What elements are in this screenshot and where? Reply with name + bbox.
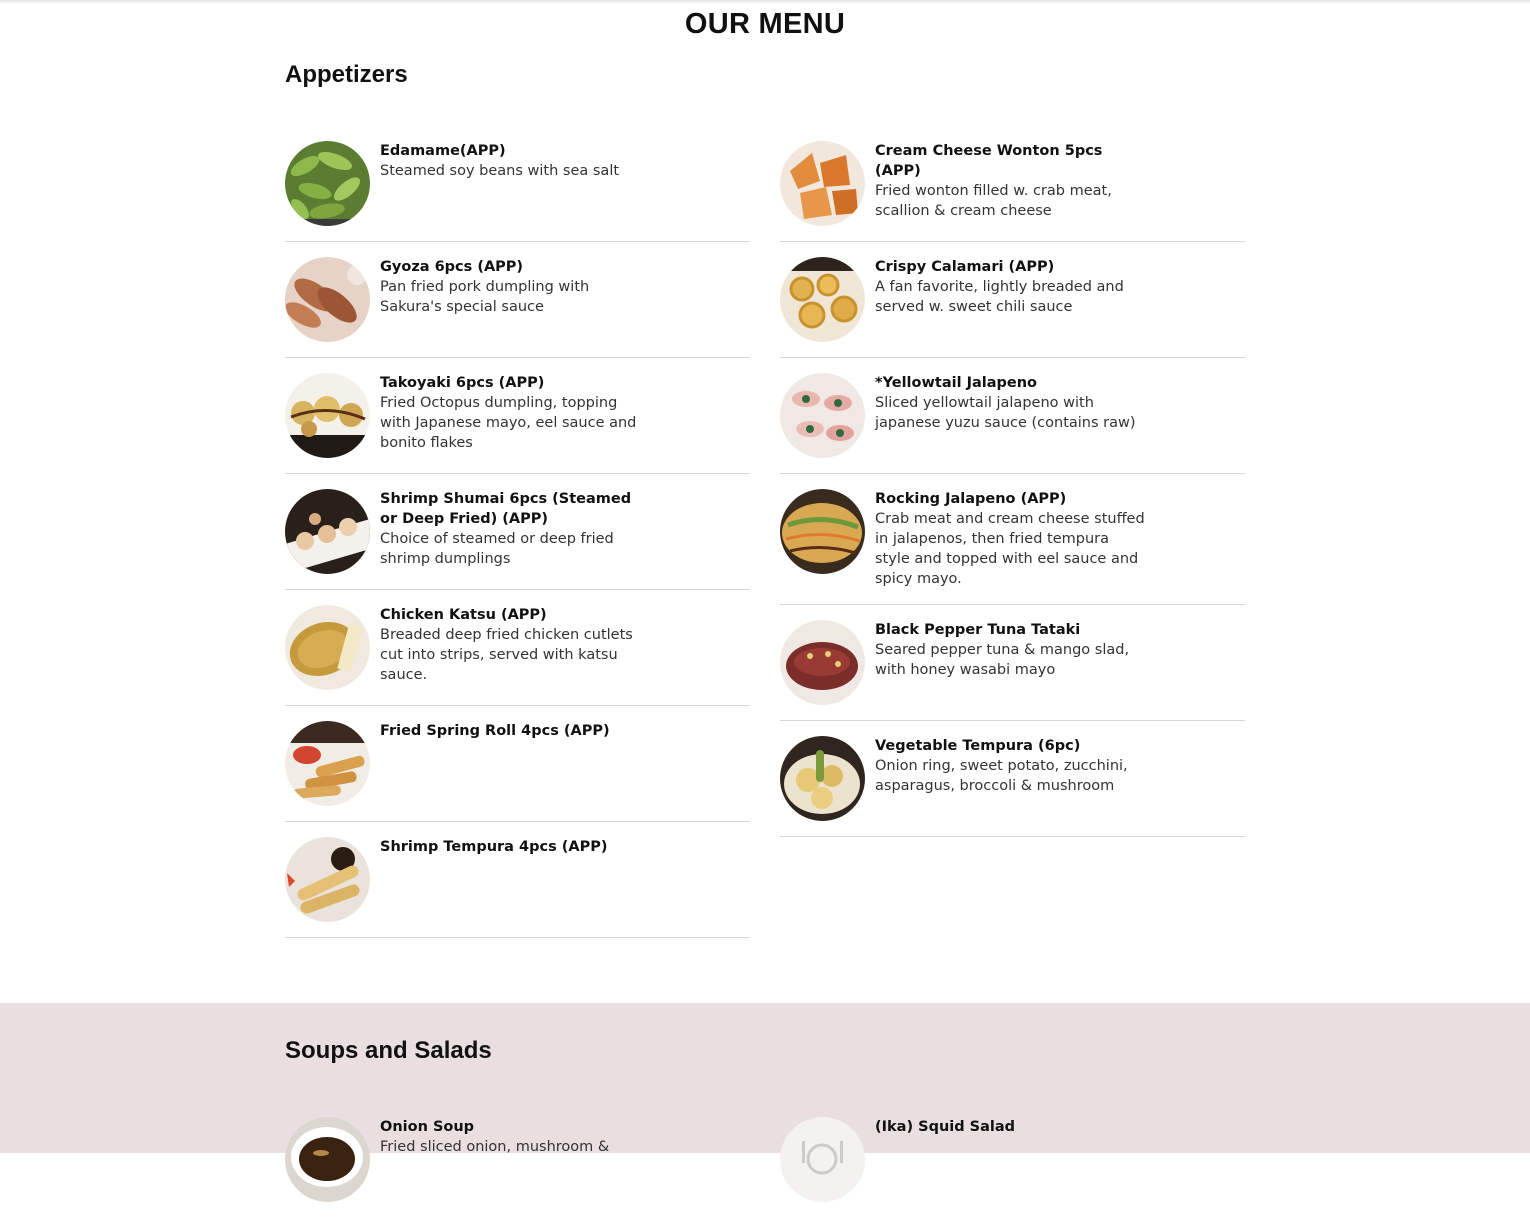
item-description: Breaded deep fried chicken cutlets cut into strips, served with katsu sauce. bbox=[380, 627, 633, 683]
item-name: Edamame(APP) bbox=[380, 143, 506, 159]
menu-item-rocking-jalapeno[interactable] bbox=[780, 474, 1245, 605]
menu-item-yellowtail-jalapeno[interactable] bbox=[780, 358, 1245, 474]
edamame-photo bbox=[285, 141, 370, 226]
wonton-photo bbox=[780, 141, 865, 226]
menu-item-fried-spring-roll[interactable] bbox=[285, 706, 750, 822]
item-name: Vegetable Tempura (6pc) bbox=[875, 738, 1081, 754]
shrimp-tempura-photo bbox=[285, 837, 370, 922]
item-name: Shrimp Tempura 4pcs (APP) bbox=[380, 839, 608, 855]
calamari-photo bbox=[780, 257, 865, 342]
vegetable-tempura-photo bbox=[780, 736, 865, 821]
top-shadow bbox=[0, 0, 1530, 4]
item-name: Shrimp Shumai 6pcs (Steamed or Deep Fried) (APP) bbox=[380, 491, 632, 527]
item-name: Cream Cheese Wonton 5pcs (APP) bbox=[875, 143, 1103, 179]
item-name: Chicken Katsu (APP) bbox=[380, 607, 547, 623]
item-name: Rocking Jalapeno (APP) bbox=[875, 491, 1067, 507]
menu-item-chicken-katsu[interactable] bbox=[285, 590, 750, 706]
page-title: OUR MENU bbox=[684, 8, 846, 40]
item-name: *Yellowtail Jalapeno bbox=[875, 375, 1038, 391]
soups-right-column bbox=[780, 1102, 1245, 1218]
soups-left-column bbox=[285, 1102, 750, 1218]
item-name: Crispy Calamari (APP) bbox=[875, 259, 1055, 275]
item-description: A fan favorite, lightly breaded and served w. sweet chili sauce bbox=[875, 279, 1124, 315]
menu-item-cream-cheese-wonton[interactable] bbox=[780, 126, 1245, 242]
item-description: Fried wonton filled w. crab meat, scallion & cream cheese bbox=[875, 183, 1112, 219]
item-description: Pan fried pork dumpling with Sakura's special sauce bbox=[380, 279, 590, 315]
item-name: Gyoza 6pcs (APP) bbox=[380, 259, 524, 275]
menu-item-vegetable-tempura[interactable] bbox=[780, 721, 1245, 837]
menu-item-edamame[interactable] bbox=[285, 126, 750, 242]
spring-roll-photo bbox=[285, 721, 370, 806]
section-title-soups-salads: Soups and Salads bbox=[285, 1037, 492, 1064]
shumai-photo bbox=[285, 489, 370, 574]
item-name: Black Pepper Tuna Tataki bbox=[875, 622, 1081, 638]
item-description: Choice of steamed or deep fried shrimp dumplings bbox=[380, 531, 614, 567]
menu-item-gyoza[interactable] bbox=[285, 242, 750, 358]
soups-salads-section bbox=[0, 1003, 1530, 1153]
menu-item-ika-squid-salad[interactable] bbox=[780, 1102, 1245, 1218]
appetizers-right-column bbox=[780, 126, 1245, 837]
menu-item-shrimp-shumai[interactable] bbox=[285, 474, 750, 590]
menu-item-black-pepper-tuna-tataki[interactable] bbox=[780, 605, 1245, 721]
item-name: Fried Spring Roll 4pcs (APP) bbox=[380, 723, 610, 739]
item-description: Sliced yellowtail jalapeno with japanese yuzu sauce (contains raw) bbox=[875, 395, 1136, 431]
yellowtail-photo bbox=[780, 373, 865, 458]
item-name: Onion Soup bbox=[380, 1119, 475, 1135]
appetizers-left-column bbox=[285, 126, 750, 938]
menu-item-takoyaki[interactable] bbox=[285, 358, 750, 474]
placeholder-plate-icon bbox=[780, 1117, 865, 1202]
tuna-tataki-photo bbox=[780, 620, 865, 705]
menu-item-shrimp-tempura[interactable] bbox=[285, 822, 750, 938]
item-name: Takoyaki 6pcs (APP) bbox=[380, 375, 545, 391]
item-description: Steamed soy beans with sea salt bbox=[380, 163, 620, 179]
item-name: (Ika) Squid Salad bbox=[875, 1119, 1016, 1135]
menu-item-crispy-calamari[interactable] bbox=[780, 242, 1245, 358]
takoyaki-photo bbox=[285, 373, 370, 458]
item-description: Onion ring, sweet potato, zucchini, asparagus, broccoli & mushroom bbox=[875, 758, 1128, 794]
rocking-jalapeno-photo bbox=[780, 489, 865, 574]
item-description: Fried sliced onion, mushroom & bbox=[380, 1139, 610, 1155]
gyoza-photo bbox=[285, 257, 370, 342]
menu-item-onion-soup[interactable] bbox=[285, 1102, 750, 1218]
onion-soup-photo bbox=[285, 1117, 370, 1202]
item-description: Fried Octopus dumpling, topping with Japanese mayo, eel sauce and bonito flakes bbox=[380, 395, 637, 451]
katsu-photo bbox=[285, 605, 370, 690]
item-description: Seared pepper tuna & mango slad, with honey wasabi mayo bbox=[875, 642, 1130, 678]
section-title-appetizers: Appetizers bbox=[285, 61, 408, 88]
item-description: Crab meat and cream cheese stuffed in jalapenos, then fried tempura style and topped with eel sauce and spicy mayo. bbox=[875, 511, 1145, 587]
